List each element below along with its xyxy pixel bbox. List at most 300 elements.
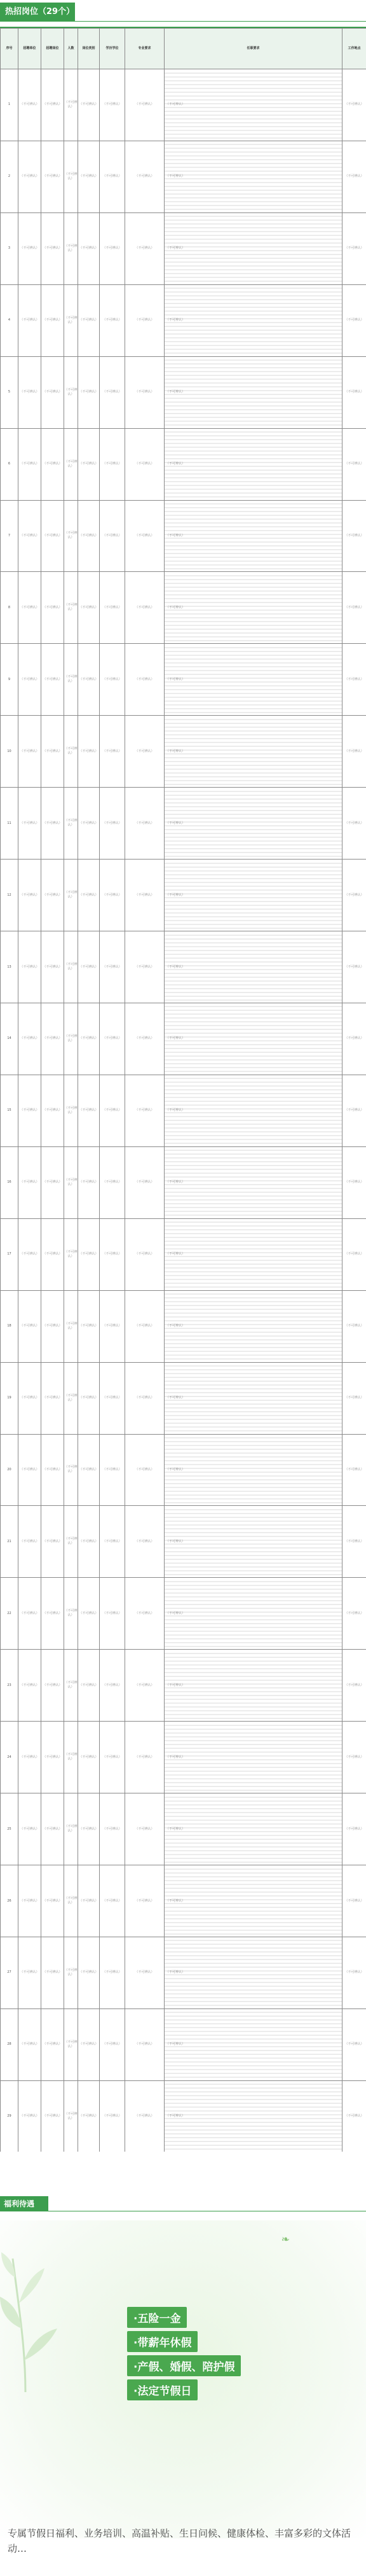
table-cell — [342, 2009, 366, 2080]
benefit-item: ·带薪年休假 — [127, 2331, 198, 2352]
illegible-text: （不可辨认） — [43, 1180, 62, 1185]
table-cell — [18, 1146, 41, 1218]
illegible-text: （不可辨认） — [166, 102, 186, 107]
illegible-text: （不可辨认） — [344, 1108, 364, 1113]
illegible-text: （不可辨认） — [166, 893, 186, 897]
illegible-text: （不可辨认） — [166, 318, 186, 323]
illegible-text: （不可辨认） — [43, 1755, 62, 1759]
illegible-text: （不可辨认） — [135, 749, 154, 753]
table-row — [1, 2080, 366, 2152]
table-row — [1, 2009, 366, 2080]
illegible-text: （不可辨认） — [135, 1970, 154, 1975]
illegible-text: （不可辨认） — [166, 1467, 186, 1472]
table-cell — [64, 1865, 78, 1937]
illegible-text: （不可辨认） — [102, 2114, 122, 2119]
illegible-text: （不可辨认） — [344, 1611, 364, 1615]
illegible-text: （不可辨认） — [79, 1396, 98, 1400]
illegible-text: （不可辨认） — [79, 1755, 98, 1759]
table-cell — [64, 1793, 78, 1865]
illegible-text: （不可辨认） — [166, 964, 186, 969]
table-cell — [78, 931, 100, 1003]
table-cell — [18, 716, 41, 788]
illegible-text: （不可辨认） — [135, 2042, 154, 2047]
illegible-text: （不可辨认） — [43, 1683, 62, 1687]
illegible-text: （不可辨认） — [64, 1321, 78, 1330]
illegible-text: （不可辨认） — [102, 1683, 122, 1687]
table-cell — [64, 1362, 78, 1434]
table-cell — [78, 572, 100, 644]
illegible-text: （不可辨认） — [64, 316, 78, 324]
illegible-text: （不可辨认） — [20, 893, 39, 897]
illegible-text: （不可辨认） — [64, 459, 78, 468]
illegible-text: （不可辨认） — [344, 1396, 364, 1400]
illegible-text: （不可辨认） — [344, 1755, 364, 1759]
illegible-text: （不可辨认） — [64, 387, 78, 396]
illegible-text: （不可辨认） — [20, 1108, 39, 1113]
illegible-text: （不可辨认） — [135, 533, 154, 538]
illegible-text: （不可辨认） — [79, 1180, 98, 1185]
column-header: 招聘岗位 — [41, 29, 64, 69]
illegible-text: （不可辨认） — [135, 462, 154, 466]
illegible-text: （不可辨认） — [64, 603, 78, 612]
requirements-cell — [165, 1218, 342, 1290]
illegible-text: （不可辨认） — [166, 2042, 186, 2047]
table-cell — [342, 716, 366, 788]
table-cell — [342, 1218, 366, 1290]
table-cell — [64, 284, 78, 356]
illegible-text: （不可辨认） — [20, 1539, 39, 1543]
illegible-text: （不可辨认） — [344, 1324, 364, 1328]
illegible-text: （不可辨认） — [135, 893, 154, 897]
table-cell — [342, 212, 366, 284]
table-cell — [125, 1218, 165, 1290]
table-row — [1, 284, 366, 356]
illegible-text: （不可辨认） — [102, 1539, 122, 1543]
illegible-text: （不可辨认） — [20, 1755, 39, 1759]
illegible-text: （不可辨认） — [79, 821, 98, 825]
benefit-item: ·产假、婚假、陪护假 — [127, 2355, 241, 2376]
table-row — [1, 212, 366, 284]
illegible-text: （不可辨认） — [344, 246, 364, 251]
table-cell — [100, 212, 125, 284]
table-cell — [64, 931, 78, 1003]
illegible-text: （不可辨认） — [64, 675, 78, 684]
table-cell — [125, 644, 165, 716]
illegible-text: （不可辨认） — [344, 174, 364, 179]
table-cell — [18, 284, 41, 356]
table-cell — [100, 2080, 125, 2152]
table-cell — [64, 141, 78, 212]
jobs-table-body — [1, 69, 366, 2152]
table-cell — [64, 572, 78, 644]
table-cell — [64, 860, 78, 931]
illegible-text: （不可辨认） — [79, 533, 98, 538]
illegible-text: （不可辨认） — [79, 1611, 98, 1615]
table-cell — [78, 1075, 100, 1146]
requirements-cell — [165, 931, 342, 1003]
table-cell — [342, 572, 366, 644]
illegible-text: （不可辨认） — [344, 1683, 364, 1687]
table-cell — [18, 428, 41, 500]
illegible-text: （不可辨认） — [79, 605, 98, 609]
table-cell — [41, 1003, 64, 1075]
illegible-text: （不可辨认） — [64, 1897, 78, 1905]
row-number: 4 — [1, 284, 18, 356]
table-cell — [342, 284, 366, 356]
illegible-text: （不可辨认） — [102, 821, 122, 825]
table-cell — [64, 356, 78, 428]
illegible-text: （不可辨认） — [135, 1108, 154, 1113]
table-cell — [342, 931, 366, 1003]
illegible-text: （不可辨认） — [102, 2042, 122, 2047]
illegible-text: （不可辨认） — [79, 1108, 98, 1113]
table-cell — [78, 141, 100, 212]
table-cell — [342, 1003, 366, 1075]
illegible-text: （不可辨认） — [344, 1827, 364, 1831]
illegible-text: （不可辨认） — [166, 390, 186, 394]
illegible-text: （不可辨认） — [102, 174, 122, 179]
illegible-text: （不可辨认） — [166, 749, 186, 753]
row-number: 18 — [1, 1290, 18, 1362]
illegible-text: （不可辨认） — [64, 172, 78, 181]
illegible-text: （不可辨认） — [135, 605, 154, 609]
requirements-cell — [165, 1937, 342, 2009]
illegible-text: （不可辨认） — [43, 246, 62, 251]
illegible-text: （不可辨认） — [43, 2042, 62, 2047]
table-cell — [64, 212, 78, 284]
illegible-text: （不可辨认） — [79, 102, 98, 107]
table-cell — [41, 1506, 64, 1578]
table-cell — [78, 69, 100, 141]
benefits-banner — [0, 2196, 48, 2211]
table-cell — [125, 572, 165, 644]
table-row — [1, 1146, 366, 1218]
illegible-text: （不可辨认） — [43, 1036, 62, 1041]
illegible-text: （不可辨认） — [344, 533, 364, 538]
illegible-text: （不可辨认） — [102, 1611, 122, 1615]
illegible-text: （不可辨认） — [166, 677, 186, 681]
table-cell — [18, 1865, 41, 1937]
benefit-item: ·法定节假日 — [127, 2379, 198, 2400]
table-cell — [100, 1075, 125, 1146]
table-cell — [64, 1146, 78, 1218]
table-row — [1, 1865, 366, 1937]
table-cell — [41, 1434, 64, 1506]
illegible-text: （不可辨认） — [344, 893, 364, 897]
requirements-cell — [165, 1003, 342, 1075]
table-cell — [100, 1578, 125, 1650]
illegible-text: （不可辨认） — [64, 891, 78, 900]
table-cell — [78, 500, 100, 572]
table-cell — [342, 500, 366, 572]
illegible-text: （不可辨认） — [20, 1396, 39, 1400]
table-cell — [41, 931, 64, 1003]
row-number: 3 — [1, 212, 18, 284]
row-number: 13 — [1, 931, 18, 1003]
illegible-text: （不可辨认） — [79, 749, 98, 753]
table-header-row — [1, 29, 366, 69]
illegible-text: （不可辨认） — [344, 964, 364, 969]
illegible-text: （不可辨认） — [166, 605, 186, 609]
table-cell — [41, 500, 64, 572]
table-cell — [342, 1793, 366, 1865]
illegible-text: （不可辨认） — [79, 1252, 98, 1257]
table-cell — [100, 716, 125, 788]
illegible-text: （不可辨认） — [20, 1611, 39, 1615]
illegible-text: （不可辨认） — [344, 102, 364, 107]
illegible-text: （不可辨认） — [166, 1324, 186, 1328]
illegible-text: （不可辨认） — [64, 1250, 78, 1258]
table-row — [1, 69, 366, 141]
table-cell — [64, 1650, 78, 1722]
illegible-text: （不可辨认） — [135, 246, 154, 251]
row-number: 25 — [1, 1793, 18, 1865]
illegible-text: （不可辨认） — [20, 174, 39, 179]
illegible-text: （不可辨认） — [166, 1970, 186, 1975]
table-cell — [18, 1650, 41, 1722]
table-cell — [342, 1290, 366, 1362]
table-row — [1, 716, 366, 788]
requirements-cell — [165, 788, 342, 860]
illegible-text: （不可辨认） — [135, 1611, 154, 1615]
table-cell — [18, 500, 41, 572]
illegible-text: （不可辨认） — [102, 246, 122, 251]
illegible-text: （不可辨认） — [79, 964, 98, 969]
illegible-text: （不可辨认） — [20, 246, 39, 251]
illegible-text: （不可辨认） — [20, 749, 39, 753]
illegible-text: （不可辨认） — [43, 1898, 62, 1903]
column-header: 岗位类别 — [78, 29, 100, 69]
illegible-text: （不可辨认） — [43, 102, 62, 107]
table-cell — [125, 500, 165, 572]
table-cell — [18, 1362, 41, 1434]
table-row — [1, 572, 366, 644]
illegible-text: （不可辨认） — [166, 1683, 186, 1687]
table-cell — [100, 1434, 125, 1506]
illegible-text: （不可辨认） — [135, 677, 154, 681]
row-number: 19 — [1, 1362, 18, 1434]
requirements-cell — [165, 1146, 342, 1218]
table-cell — [18, 1075, 41, 1146]
requirements-cell — [165, 716, 342, 788]
table-cell — [125, 1865, 165, 1937]
table-cell — [100, 1218, 125, 1290]
illegible-text: （不可辨认） — [102, 390, 122, 394]
illegible-text: （不可辨认） — [79, 893, 98, 897]
table-cell — [41, 2009, 64, 2080]
table-cell — [78, 356, 100, 428]
row-number: 20 — [1, 1434, 18, 1506]
table-row — [1, 1075, 366, 1146]
table-cell — [18, 1290, 41, 1362]
table-cell — [342, 1434, 366, 1506]
table-cell — [78, 1290, 100, 1362]
illegible-text: （不可辨认） — [64, 1178, 78, 1187]
table-cell — [125, 1434, 165, 1506]
illegible-text: （不可辨认） — [79, 2042, 98, 2047]
table-cell — [125, 788, 165, 860]
illegible-text: （不可辨认） — [166, 1396, 186, 1400]
table-cell — [78, 788, 100, 860]
table-cell — [100, 1650, 125, 1722]
table-cell — [78, 212, 100, 284]
requirements-cell — [165, 1650, 342, 1722]
table-cell — [125, 141, 165, 212]
illegible-text: （不可辨认） — [135, 390, 154, 394]
table-cell — [125, 2080, 165, 2152]
table-cell — [64, 428, 78, 500]
illegible-text: （不可辨认） — [43, 1396, 62, 1400]
illegible-text: （不可辨认） — [20, 1467, 39, 1472]
illegible-text: （不可辨认） — [344, 2042, 364, 2047]
leaf-icon: ❧ — [281, 2233, 290, 2245]
table-cell — [18, 141, 41, 212]
illegible-text: （不可辨认） — [102, 964, 122, 969]
illegible-text: （不可辨认） — [43, 821, 62, 825]
illegible-text: （不可辨认） — [64, 819, 78, 828]
illegible-text: （不可辨认） — [344, 1970, 364, 1975]
illegible-text: （不可辨认） — [64, 531, 78, 540]
illegible-text: （不可辨认） — [102, 1970, 122, 1975]
table-cell — [342, 644, 366, 716]
table-cell — [18, 1793, 41, 1865]
table-cell — [100, 1793, 125, 1865]
table-cell — [18, 1937, 41, 2009]
requirements-cell — [165, 1075, 342, 1146]
row-number: 7 — [1, 500, 18, 572]
table-cell — [78, 1937, 100, 2009]
table-cell — [342, 1650, 366, 1722]
table-cell — [41, 1937, 64, 2009]
illegible-text: （不可辨认） — [166, 1108, 186, 1113]
table-cell — [41, 860, 64, 931]
illegible-text: （不可辨认） — [344, 1467, 364, 1472]
requirements-cell — [165, 428, 342, 500]
table-cell — [64, 1434, 78, 1506]
illegible-text: （不可辨认） — [102, 677, 122, 681]
table-cell — [78, 1650, 100, 1722]
illegible-text: （不可辨认） — [79, 1683, 98, 1687]
illegible-text: （不可辨认） — [166, 1755, 186, 1759]
table-cell — [100, 2009, 125, 2080]
table-row — [1, 356, 366, 428]
table-cell — [125, 1793, 165, 1865]
illegible-text: （不可辨认） — [64, 1537, 78, 1546]
requirements-cell — [165, 2009, 342, 2080]
table-cell — [78, 716, 100, 788]
table-cell — [78, 1578, 100, 1650]
illegible-text: （不可辨认） — [43, 1108, 62, 1113]
table-row — [1, 1362, 366, 1434]
illegible-text: （不可辨认） — [102, 893, 122, 897]
table-cell — [64, 2080, 78, 2152]
requirements-cell — [165, 644, 342, 716]
illegible-text: （不可辨认） — [79, 1539, 98, 1543]
illegible-text: （不可辨认） — [102, 1324, 122, 1328]
table-cell — [78, 428, 100, 500]
requirements-cell — [165, 69, 342, 141]
table-cell — [342, 860, 366, 931]
illegible-text: （不可辨认） — [43, 1970, 62, 1975]
table-cell — [342, 1362, 366, 1434]
table-cell — [41, 284, 64, 356]
table-cell — [342, 141, 366, 212]
illegible-text: （不可辨认） — [43, 1827, 62, 1831]
illegible-text: （不可辨认） — [344, 1252, 364, 1257]
table-row — [1, 860, 366, 931]
illegible-text: （不可辨认） — [102, 1180, 122, 1185]
table-cell — [125, 1075, 165, 1146]
table-cell — [100, 1865, 125, 1937]
table-cell — [125, 1290, 165, 1362]
table-row — [1, 788, 366, 860]
illegible-text: （不可辨认） — [344, 1036, 364, 1041]
illegible-text: （不可辨认） — [166, 821, 186, 825]
requirements-cell — [165, 2080, 342, 2152]
illegible-text: （不可辨认） — [20, 1683, 39, 1687]
table-cell — [41, 572, 64, 644]
illegible-text: （不可辨认） — [135, 1898, 154, 1903]
illegible-text: （不可辨认） — [43, 1252, 62, 1257]
illegible-text: （不可辨认） — [79, 246, 98, 251]
illegible-text: （不可辨认） — [43, 1467, 62, 1472]
illegible-text: （不可辨认） — [79, 1898, 98, 1903]
table-cell — [78, 284, 100, 356]
table-cell — [125, 1362, 165, 1434]
table-cell — [125, 860, 165, 931]
table-cell — [18, 931, 41, 1003]
table-cell — [125, 716, 165, 788]
hot-jobs-heading — [0, 0, 366, 25]
illegible-text: （不可辨认） — [135, 1683, 154, 1687]
illegible-text: （不可辨认） — [43, 318, 62, 323]
illegible-text: （不可辨认） — [102, 102, 122, 107]
table-row — [1, 500, 366, 572]
requirements-cell — [165, 1722, 342, 1793]
illegible-text: （不可辨认） — [102, 1036, 122, 1041]
table-cell — [18, 1578, 41, 1650]
benefits-heading — [0, 2196, 366, 2215]
table-row — [1, 1650, 366, 1722]
table-cell — [342, 1722, 366, 1793]
table-cell — [78, 1506, 100, 1578]
table-row — [1, 428, 366, 500]
table-cell — [125, 212, 165, 284]
illegible-text: （不可辨认） — [135, 821, 154, 825]
illegible-text: （不可辨认） — [344, 749, 364, 753]
illegible-text: （不可辨认） — [43, 964, 62, 969]
table-row — [1, 1793, 366, 1865]
table-cell — [64, 716, 78, 788]
illegible-text: （不可辨认） — [166, 1180, 186, 1185]
table-cell — [100, 1003, 125, 1075]
table-cell — [342, 356, 366, 428]
illegible-text: （不可辨认） — [166, 1827, 186, 1831]
illegible-text: （不可辨认） — [135, 1252, 154, 1257]
table-cell — [342, 2080, 366, 2152]
illegible-text: （不可辨认） — [344, 605, 364, 609]
table-cell — [100, 644, 125, 716]
column-header: 专业要求 — [125, 29, 165, 69]
illegible-text: （不可辨认） — [64, 747, 78, 756]
row-number: 10 — [1, 716, 18, 788]
table-cell — [41, 69, 64, 141]
illegible-text: （不可辨认） — [20, 1252, 39, 1257]
illegible-text: （不可辨认） — [135, 1755, 154, 1759]
column-header: 任职要求 — [165, 29, 342, 69]
table-cell — [41, 1218, 64, 1290]
illegible-text: （不可辨认） — [20, 1324, 39, 1328]
